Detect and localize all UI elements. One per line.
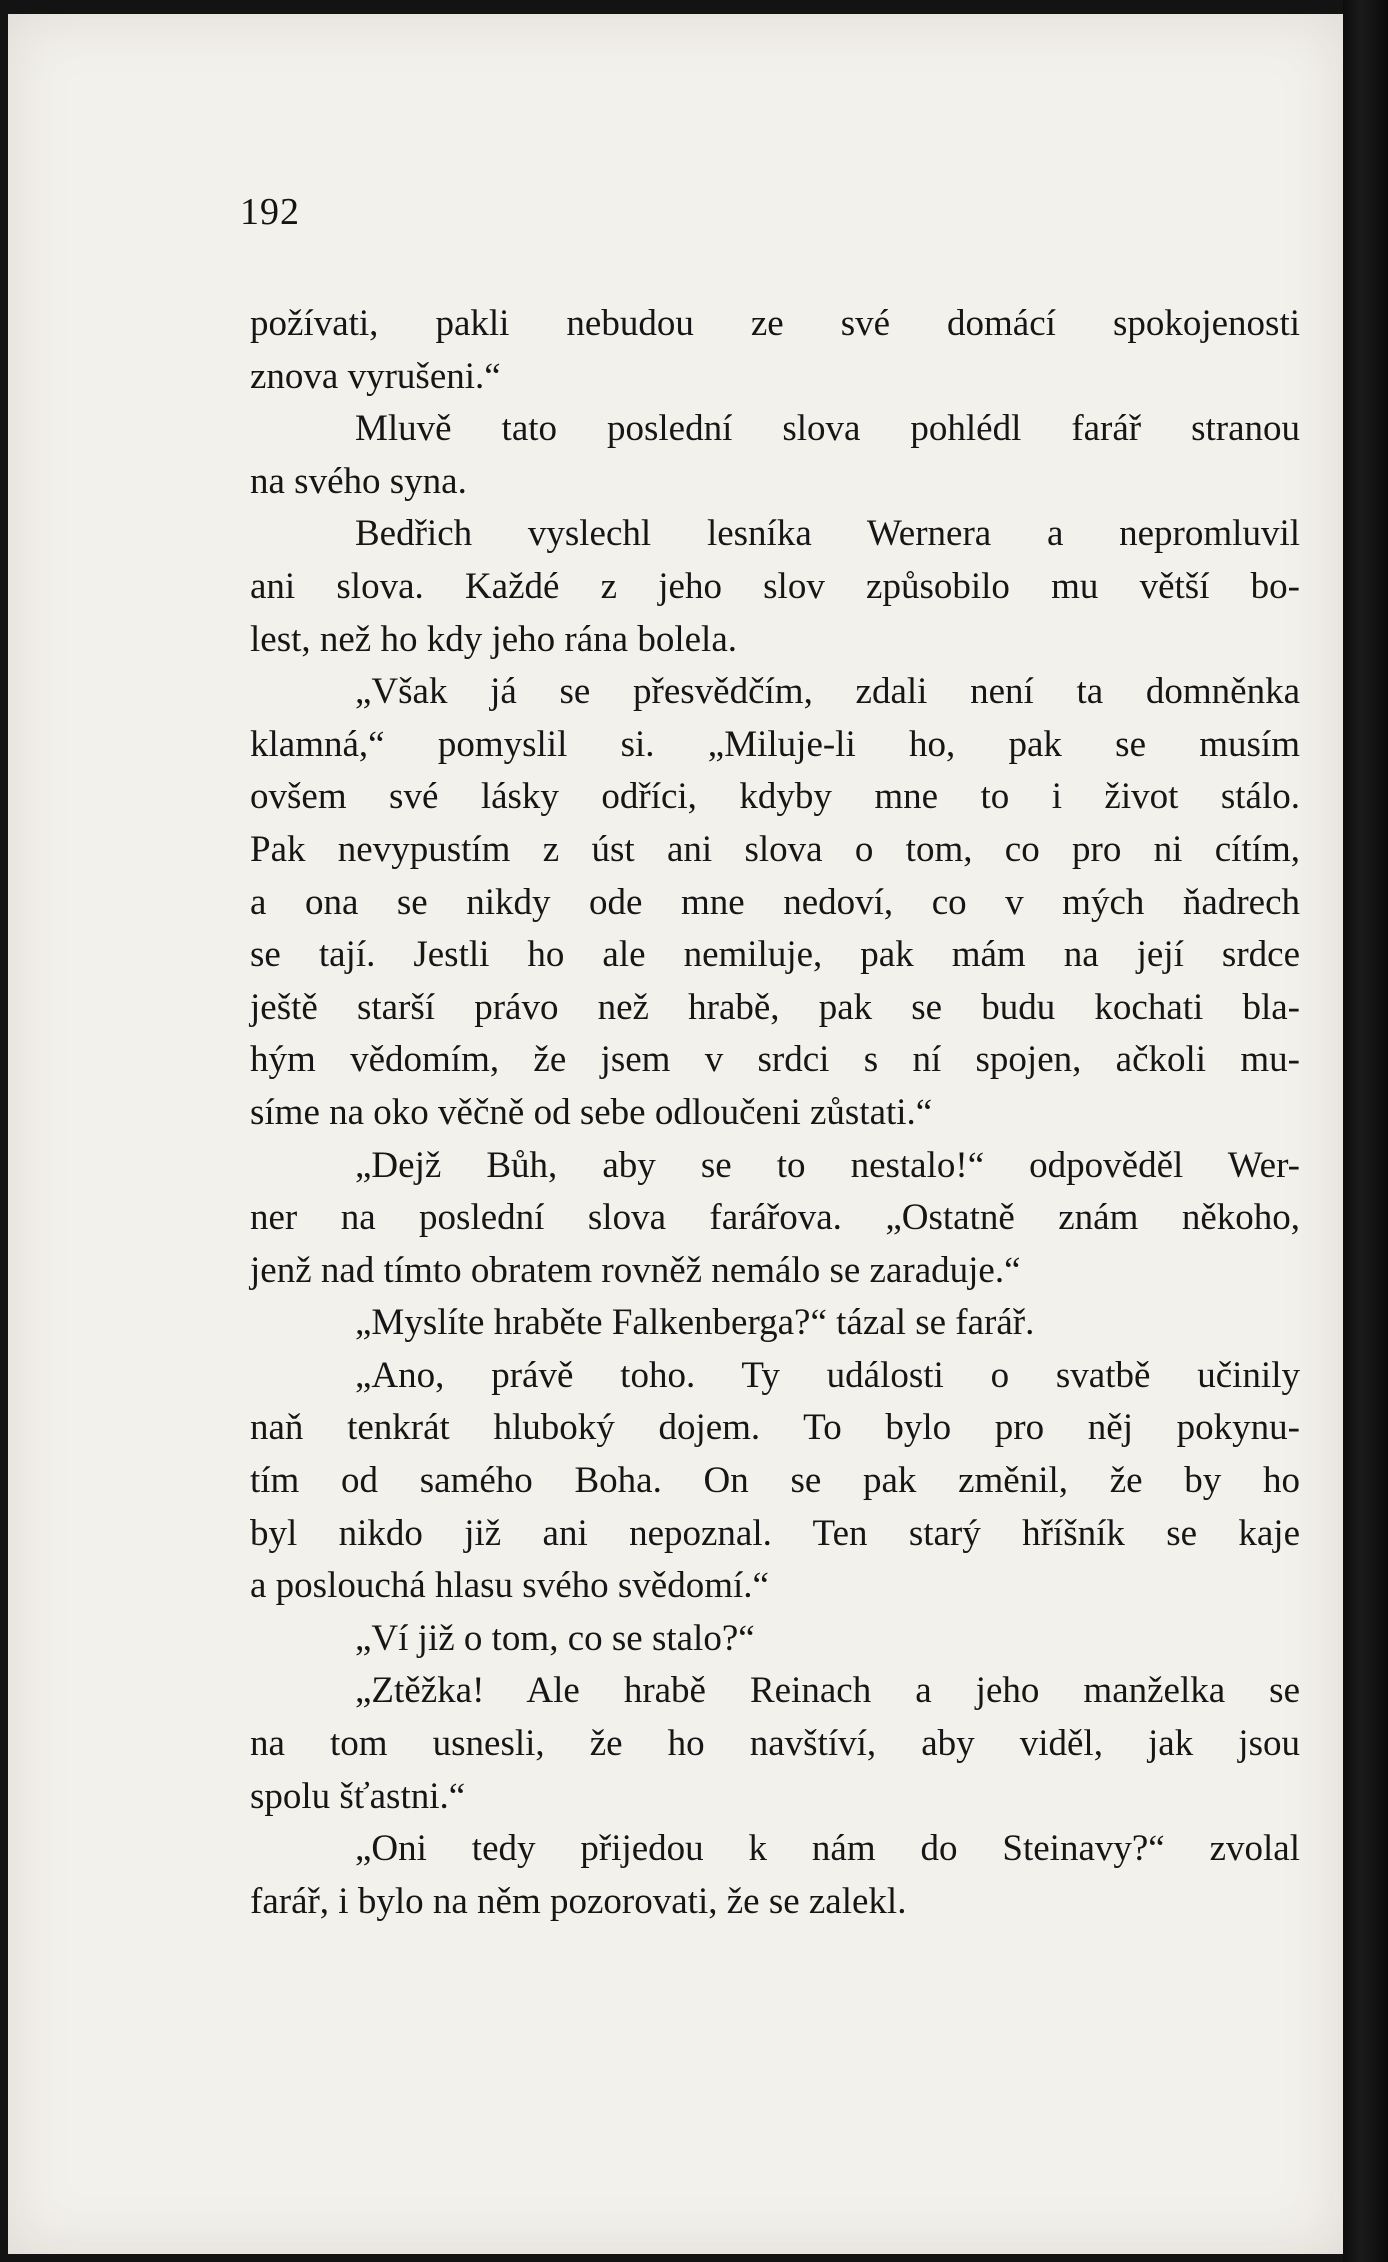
- text-line: jenž nad tímto obratem rovněž nemálo se zaraduje.“: [250, 1249, 1021, 1291]
- text-line: tím od samého Boha. On se pak změnil, že by ho: [250, 1460, 1300, 1502]
- text-line: síme na oko věčně od sebe odloučeni zůstati.“: [250, 1091, 933, 1133]
- text-line: a poslouchá hlasu svého svědomí.“: [250, 1565, 769, 1607]
- text-line: hým vědomím, že jsem v srdci s ní spojen, ačkoli mu-: [250, 1039, 1300, 1081]
- text-line: znova vyrušeni.“: [250, 355, 501, 397]
- text-line: „Myslíte hraběte Falkenberga?“ tázal se farář.: [355, 1302, 1035, 1344]
- text-line: Pak nevypustím z úst ani slova o tom, co pro ni cítím,: [250, 828, 1300, 870]
- text-line: na tom usnesli, že ho navštíví, aby viděl, jak jsou: [250, 1723, 1300, 1765]
- text-line: „Ano, právě toho. Ty události o svatbě učinily: [355, 1354, 1300, 1396]
- text-line: Bedřich vyslechl lesníka Wernera a nepromluvil: [355, 513, 1300, 555]
- text-line: „Oni tedy přijedou k nám do Steinavy?“ zvolal: [355, 1828, 1300, 1870]
- text-line: spolu šťastni.“: [250, 1775, 466, 1817]
- text-line: lest, než ho kdy jeho rána bolela.: [250, 618, 737, 660]
- text-line: „Ví již o tom, co se stalo?“: [355, 1617, 755, 1659]
- text-line: ovšem své lásky odříci, kdyby mne to i život stálo.: [250, 776, 1300, 818]
- text-line: byl nikdo již ani nepoznal. Ten starý hříšník se kaje: [250, 1512, 1300, 1554]
- text-line: na svého syna.: [250, 460, 467, 502]
- text-line: a ona se nikdy ode mne nedoví, co v mých ňadrech: [250, 881, 1300, 923]
- text-line: ani slova. Každé z jeho slov způsobilo mu větší bo-: [250, 565, 1300, 607]
- book-spine-edge: [1343, 0, 1388, 2262]
- text-line: „Však já se přesvědčím, zdali není ta domněnka: [355, 671, 1300, 713]
- text-line: Mluvě tato poslední slova pohlédl farář stranou: [355, 408, 1300, 450]
- text-line: „Ztěžka! Ale hrabě Reinach a jeho manželka se: [355, 1670, 1300, 1712]
- text-line: ještě starší právo než hrabě, pak se budu kochati bla-: [250, 986, 1300, 1028]
- text-line: požívati, pakli nebudou ze své domácí spokojenosti: [250, 303, 1300, 344]
- text-line: klamná,“ pomyslil si. „Miluje-li ho, pak se musím: [250, 723, 1300, 765]
- text-line: farář, i bylo na něm pozorovati, že se zalekl.: [250, 1880, 907, 1922]
- body-text: [250, 298, 1300, 1928]
- page-number: 192: [240, 191, 300, 233]
- text-line: se tají. Jestli ho ale nemiluje, pak mám na její srdce: [250, 934, 1300, 976]
- text-line: ner na poslední slova farářova. „Ostatně znám někoho,: [250, 1197, 1300, 1239]
- text-line: „Dejž Bůh, aby se to nestalo!“ odpověděl Wer-: [355, 1144, 1300, 1186]
- text-line: naň tenkrát hluboký dojem. To bylo pro něj pokynu-: [250, 1407, 1300, 1449]
